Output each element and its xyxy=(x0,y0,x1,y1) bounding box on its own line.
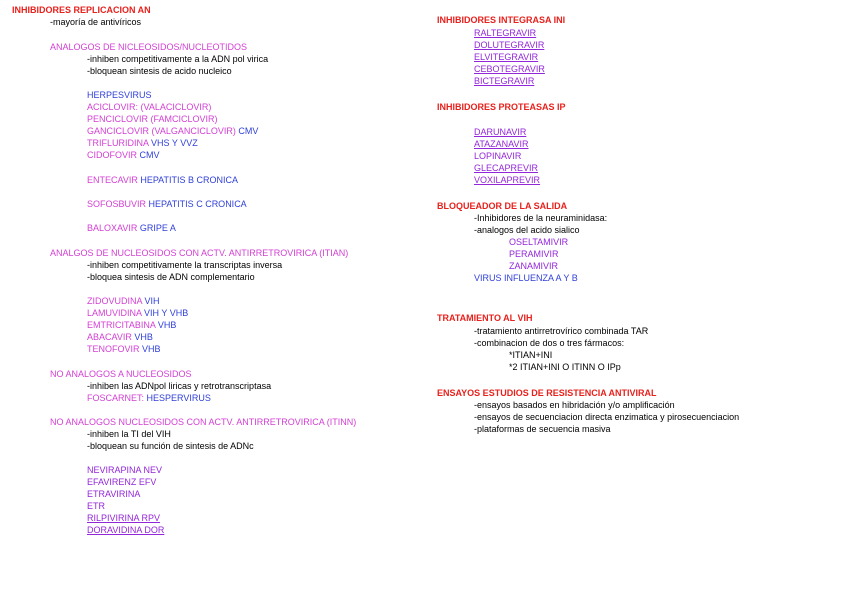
drug-aciclovir: ACICLOVIR: (VALACICLOVIR) xyxy=(87,102,212,112)
title-inhibidores-replicacion: INHIBIDORES REPLICACION AN xyxy=(12,5,151,15)
drug-peramivir: PERAMIVIR xyxy=(509,249,559,259)
drug-sofosbuvir-line xyxy=(87,198,247,210)
drug-lamuvidina: LAMUVIDINA xyxy=(87,308,142,318)
target-cmv: CMV xyxy=(137,150,160,160)
heading-no-analogos: NO ANALOGOS A NUCLEOSIDOS xyxy=(50,369,192,379)
drug-abacavir-line xyxy=(87,331,153,343)
note: -inhiben competitivamente a la ADN pol virica xyxy=(87,54,269,64)
drug-herpesvirus: HERPESVIRUS xyxy=(87,90,152,100)
drug-lamuvidina-line xyxy=(87,307,188,319)
note: -inhiben las ADNpol liricas y retrotranscriptasa xyxy=(87,381,272,391)
drug-efavirenz: EFAVIRENZ EFV xyxy=(87,477,157,487)
target-hepatitis-b: HEPATITIS B CRONICA xyxy=(137,175,239,185)
drug-emtricitabina-line xyxy=(87,319,176,331)
drug-zidovudina: ZIDOVUDINA xyxy=(87,296,143,306)
note: -combinacion de dos o tres fármacos: xyxy=(474,338,625,348)
target-vih: VIH xyxy=(142,296,160,306)
drug-etravirina: ETRAVIRINA xyxy=(87,489,141,499)
target-vhs-vvz: VHS Y VVZ xyxy=(148,138,198,148)
note: -ensayos de secuenciacion directa enzimatica y pirosecuenciacion xyxy=(474,412,740,422)
drug-cidofovir-line xyxy=(87,149,160,161)
drug-zidovudina-line xyxy=(87,295,160,307)
drug-lopinavir: LOPINAVIR xyxy=(474,151,522,161)
target-vhb: VHB xyxy=(139,344,161,354)
note: -plataformas de secuencia masiva xyxy=(474,424,611,434)
note: -ensayos basados en hibridación y/o amplificación xyxy=(474,400,675,410)
drug-cebotegravir-link[interactable]: CEBOTEGRAVIR xyxy=(474,64,545,74)
title-subtitle: -mayoría de antivíricos xyxy=(50,17,142,27)
heading-itinn: NO ANALOGOS NUCLEOSIDOS CON ACTV. ANTIRRETROVIRICA (ITINN) xyxy=(50,417,357,427)
note: -inhiben la TI del VIH xyxy=(87,429,171,439)
drug-emtricitabina: EMTRICITABINA xyxy=(87,320,156,330)
drug-entecavir-line xyxy=(87,174,238,186)
note: -analogos del acido sialico xyxy=(474,225,580,235)
target-vhb: VHB xyxy=(155,320,177,330)
combo: *ITIAN+INI xyxy=(509,350,553,360)
drug-tenofovir: TENOFOVIR xyxy=(87,344,140,354)
target-cmv: CMV xyxy=(235,126,259,136)
drug-atazanavir-link[interactable]: ATAZANAVIR xyxy=(474,139,529,149)
target-vih-vhb: VIH Y VHB xyxy=(141,308,189,318)
drug-zanamivir: ZANAMIVIR xyxy=(509,261,559,271)
heading-itian: ANALGOS DE NUCLEOSIDOS CON ACTV. ANTIRRETROVIRICA (ITIAN) xyxy=(50,248,349,258)
drug-penciclovir: PENCICLOVIR (FAMCICLOVIR) xyxy=(87,114,218,124)
drug-sofosbuvir: SOFOSBUVIR xyxy=(87,199,147,209)
note: -inhiben competitivamente la transcriptas inversa xyxy=(87,260,283,270)
drug-foscarnet-line xyxy=(87,392,211,404)
drug-doravidina-link[interactable]: DORAVIDINA DOR xyxy=(87,525,165,535)
drug-baloxavir-line xyxy=(87,222,176,234)
note: -bloquea sintesis de ADN complementario xyxy=(87,272,255,282)
note: -bloquean sintesis de acido nucleico xyxy=(87,66,232,76)
heading-analogos-nucleosidos: ANALOGOS DE NICLEOSIDOS/NUCLEOTIDOS xyxy=(50,42,248,52)
drug-trifluridina-line xyxy=(87,137,198,149)
target-vhb: VHB xyxy=(131,332,153,342)
drug-darunavir-link[interactable]: DARUNAVIR xyxy=(474,127,527,137)
drug-entecavir: ENTECAVIR xyxy=(87,175,138,185)
combo: *2 ITIAN+INI O ITINN O IPp xyxy=(509,362,621,372)
drug-rilpivirina-link[interactable]: RILPIVIRINA RPV xyxy=(87,513,161,523)
drug-bictegravir-link[interactable]: BICTEGRAVIR xyxy=(474,76,535,86)
drug-baloxavir: BALOXAVIR xyxy=(87,223,138,233)
drug-foscarnet: FOSCARNET: xyxy=(87,393,145,403)
drug-ganciclovir: GANCICLOVIR (VALGANCICLOVIR) xyxy=(87,126,236,136)
target-hepatitis-c: HEPATITIS C CRONICA xyxy=(146,199,247,209)
note: -Inhibidores de la neuraminidasa: xyxy=(474,213,608,223)
drug-trifluridina: TRIFLURIDINA xyxy=(87,138,149,148)
heading-integrasa: INHIBIDORES INTEGRASA INI xyxy=(437,15,566,25)
drug-oseltamivir: OSELTAMIVIR xyxy=(509,237,569,247)
drug-raltegravir-link[interactable]: RALTEGRAVIR xyxy=(474,28,537,38)
heading-ensayos: ENSAYOS ESTUDIOS DE RESISTENCIA ANTIVIRAL xyxy=(437,388,657,398)
target-gripe-a: GRIPE A xyxy=(137,223,176,233)
drug-elvitegravir-link[interactable]: ELVITEGRAVIR xyxy=(474,52,539,62)
drug-glecaprevir-link[interactable]: GLECAPREVIR xyxy=(474,163,539,173)
drug-abacavir: ABACAVIR xyxy=(87,332,132,342)
drug-etr: ETR xyxy=(87,501,105,511)
drug-ganciclovir-line xyxy=(87,125,258,137)
heading-bloqueador-salida: BLOQUEADOR DE LA SALIDA xyxy=(437,201,568,211)
heading-proteasas: INHIBIDORES PROTEASAS IP xyxy=(437,102,566,112)
drug-tenofovir-line xyxy=(87,343,161,355)
drug-cidofovir: CIDOFOVIR xyxy=(87,150,138,160)
note: -bloquean su función de sintesis de ADNc xyxy=(87,441,254,451)
drug-nevirapina: NEVIRAPINA NEV xyxy=(87,465,163,475)
target-hespervirus: HESPERVIRUS xyxy=(144,393,211,403)
drug-dolutegravir-link[interactable]: DOLUTEGRAVIR xyxy=(474,40,545,50)
heading-tratamiento-vih: TRATAMIENTO AL VIH xyxy=(437,313,533,323)
target-influenza: VIRUS INFLUENZA A Y B xyxy=(474,273,578,283)
drug-voxilaprevir-link[interactable]: VOXILAPREVIR xyxy=(474,175,541,185)
note: -tratamiento antirretrovírico combinada TAR xyxy=(474,326,649,336)
